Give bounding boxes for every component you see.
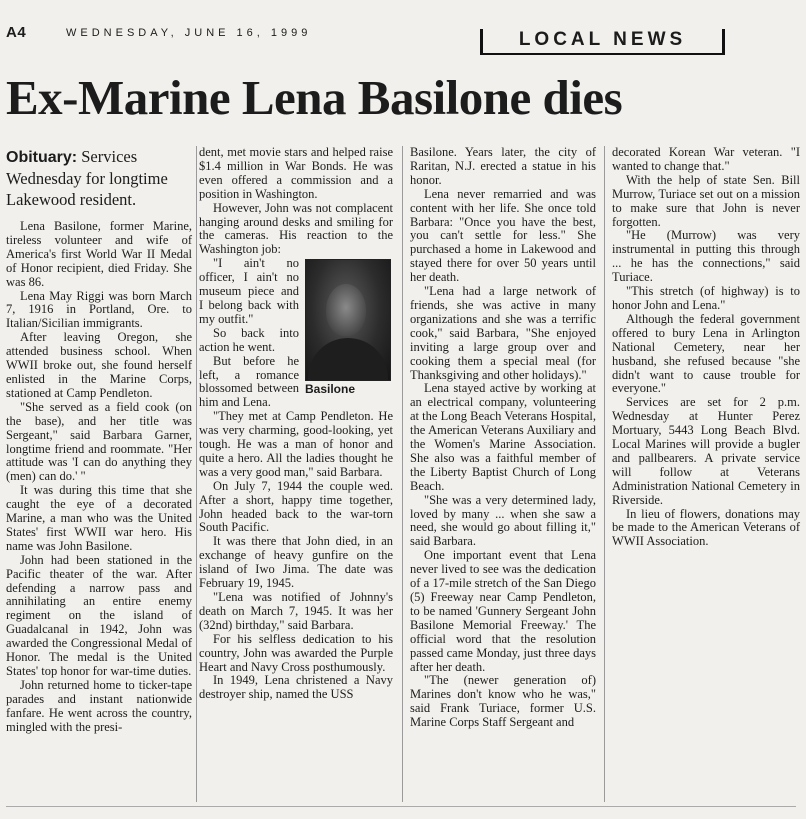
paragraph: "He (Murrow) was very instrumental in putting this through ... he has the connections," said Turiace. [612,228,800,285]
paragraph: It was during this time that she caught the eye of a decorated Marine, a man who was the United States' first WWII war hero. His name was John Basilone. [6,483,192,553]
paragraph: So back into action he went. [199,325,299,354]
deck [6,146,192,210]
paragraph: "Lena had a large network of friends, she was active in many organizations and she was a terrific cook," said Barbara, "She enjoyed inviting a large group over and cooking them a special meal (for Thanksgiving and other holidays)." [410,284,596,382]
paragraph: "They met at Camp Pendleton. He was very charming, good-looking, yet tough. He was a man of honor and quite a hero. All the ladies thought he was a very good man," said Barbara. [199,409,393,479]
photo-head [326,284,366,336]
paragraph: "She was a very determined lady, loved by many ... when she saw a need, she would go about filling it," said Barbara. [410,492,596,549]
paragraph: "I ain't no officer, I ain't no museum piece and I belong back with my outfit." [199,256,299,326]
photo-shoulders [308,338,388,381]
column-1 [6,146,192,735]
paragraph: Lena May Riggi was born March 7, 1916 in Portland, Ore. to Italian/Sicilian immigrants. [6,288,192,331]
paragraph: "The (newer generation of) Marines don't know who he was," said Frank Turiace, former U.S. Marine Corps Staff Sergeant and [410,673,596,730]
paragraph-continued: Basilone. Years later, the city of Raritan, N.J. erected a statue in his honor. [410,145,596,187]
paragraph: But before he left, a romance blossomed between him and Lena. [199,353,299,410]
paragraph: John returned home to ticker-tape parades and instant nationwide fanfare. He went across the country, mingled with the presi- [6,677,192,734]
section-label: LOCAL NEWS [480,29,725,55]
deck-kicker: Obituary: [6,149,78,166]
column-2 [199,146,393,702]
paragraph: "This stretch (of highway) is to honor John and Lena." [612,284,800,312]
column-divider [604,146,605,802]
paragraph: It was there that John died, in an exchange of heavy gunfire on the island of Iwo Jima. The date was February 19, 1945. [199,534,393,591]
paragraph: After leaving Oregon, she attended business school. When WWII broke out, she found herself enlisted in the Marine Corps, stationed at Camp Pendleton. [6,330,192,400]
portrait-photo [305,259,391,381]
paragraph-continued: decorated Korean War veteran. "I wanted to change that." [612,145,800,173]
column-divider [402,146,403,802]
paragraph: In 1949, Lena christened a Navy destroyer ship, named the USS [199,673,393,702]
dateline: WEDNESDAY, JUNE 16, 1999 [66,27,312,39]
photo-caption: Basilone [305,382,356,397]
photo-block [305,259,393,397]
paragraph: On July 7, 1944 the couple wed. After a short, happy time together, John headed back to the war-torn South Pacific. [199,478,393,535]
paragraph: With the help of state Sen. Bill Murrow, Turiace set out on a mission to make sure that John is never forgotten. [612,172,800,229]
paragraph: "She served as a field cook (on the base), and her title was Sergeant," said Barbara Garner, longtime friend and roommate. "Her attitude was 'I can do anything they (men) can do.' " [6,399,192,484]
headline: Ex-Marine Lena Basilone dies [6,70,623,125]
paragraph: Services are set for 2 p.m. Wednesday at Hunter Perez Mortuary, 5443 Long Beach Blvd. Local Marines will provide a bugler and pallbearers. A private service will follow at Veterans Administration National Cemetery in Riverside. [612,395,800,507]
column-divider [196,146,197,802]
column-3 [410,146,596,730]
paragraph: Although the federal government offered to bury Lena in Arlington National Cemetery, near her husband, she refused because "she didn't want to cause trouble for everyone." [612,311,800,396]
deck-text: Services Wednesday for longtime Lakewood resident. [6,147,168,209]
paragraph-continued: dent, met movie stars and helped raise $1.4 million in War Bonds. He was even offered a commission and a position in Washington. [199,145,393,201]
bottom-rule [6,806,796,807]
paragraph: However, John was not complacent hanging around desks and smiling for the cameras. His reaction to the Washington job: [199,200,393,257]
paragraph: "Lena was notified of Johnny's death on March 7, 1945. It was her (32nd) birthday," said Barbara. [199,590,393,632]
paragraph: John had been stationed in the Pacific theater of the war. After defending a narrow pass and annihilating an entire enemy regiment on the island of Guadalcanal in 1942, John was awarded the Congressional Medal of Honor. The medal is the United States' top honor for war-time duties. [6,552,192,678]
column-4 [612,146,800,549]
paragraph: One important event that Lena never lived to see was the dedication of a 17-mile stretch of the San Diego (5) Freeway near Camp Pendleton, to be named 'Gunnery Sergeant John Basilone Memorial Freeway.' The official word that the resolution passed came Monday, just three days after her death. [410,548,596,674]
paragraph: Lena never remarried and was content with her life. She once told Barbara: "Once you have the best, you can't settle for less." She purchased a home in Lakewood and stayed there for over 50 years until her death. [410,186,596,285]
paragraph: Lena Basilone, former Marine, tireless volunteer and wife of America's first World War II Medal of Honor recipient, died Friday. She was 86. [6,219,192,289]
paragraph: For his selfless dedication to his country, John was awarded the Purple Heart and Navy Cross posthumously. [199,631,393,674]
paragraph: In lieu of flowers, donations may be made to the American Veterans of WWII Association. [612,506,800,549]
paragraph: Lena stayed active by working at an electrical company, volunteering at the Long Beach Veterans Hospital, the American Veterans Auxiliary and the Women's Marine Association. She also was a faithful member of the Liberty Baptist Church of Long Beach. [410,381,596,493]
page-number: A4 [6,24,27,41]
